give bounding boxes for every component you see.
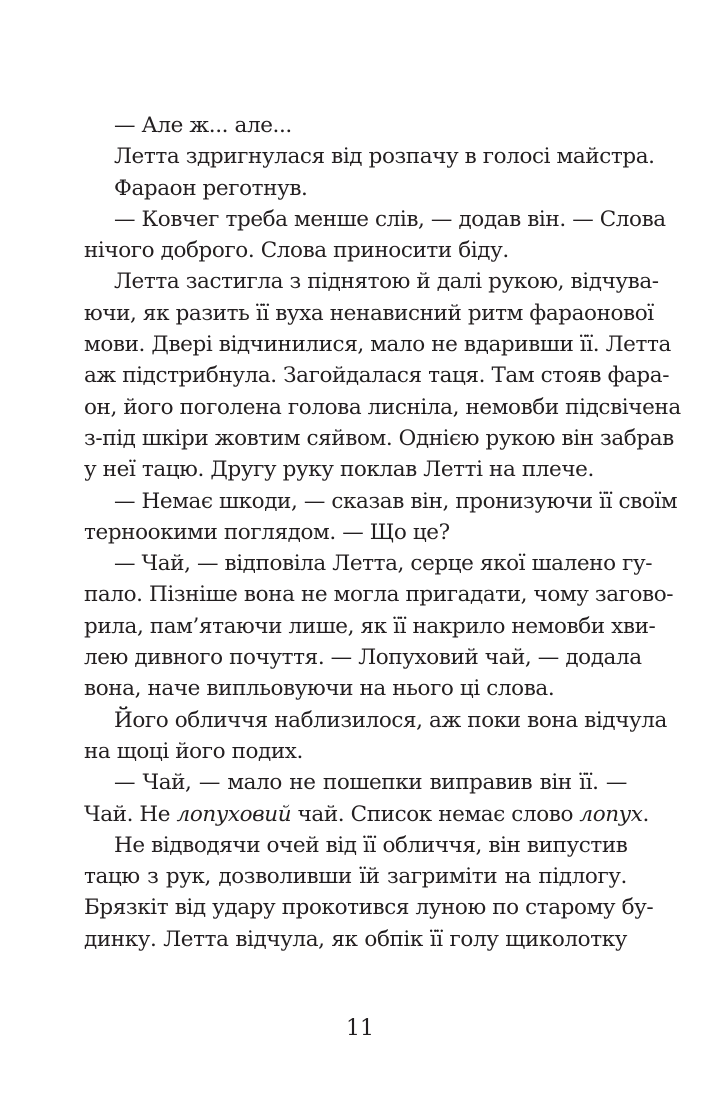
text-line: пало. Пізніше вона не могла пригадати, чому загово- (84, 582, 674, 608)
text-line: Брязкіт від удару прокотився луною по старому бу- (84, 895, 654, 921)
text-line: нічого доброго. Слова приносити біду. (84, 238, 509, 264)
text-line: — Чай, — мало не пошепки виправив він її. — (114, 770, 627, 796)
text-line: динку. Летта відчула, як обпік її голу щиколотку (84, 926, 627, 952)
text-line: мови. Двері відчинилися, мало не вдаривши її. Летта (84, 332, 671, 358)
text-segment: чай. Список немає слово (291, 801, 580, 827)
text-line: — Ковчег треба менше слів, — додав він. — Слова (114, 206, 666, 232)
text-line: Летта застигла з піднятою й далі рукою, відчува- (114, 269, 659, 295)
text-line: — Чай, — відповіла Летта, серце якої шалено гу- (114, 551, 653, 577)
text-line: вона, наче випльовуючи на нього ці слова. (84, 676, 555, 702)
text-line: рила, пам’ятаючи лише, як її накрило немовби хви- (84, 613, 656, 639)
italic-word: лопуховий (176, 801, 292, 827)
text-line: — Але ж... але... (114, 113, 292, 138)
page-number: 11 (346, 1016, 374, 1041)
italic-word: лопух (579, 801, 643, 827)
text-segment: Чай. Не (84, 801, 177, 827)
text-line: лею дивного почуття. — Лопуховий чай, — додала (84, 645, 642, 671)
text-line: Летта здригнулася від розпачу в голосі майстра. (114, 144, 655, 170)
text-line: на щоці його подих. (84, 738, 303, 764)
text-line: — Немає шкоди, — сказав він, пронизуючи її своїм (114, 488, 678, 514)
text-line: аж підстрибнула. Загойдалася таця. Там стояв фара- (84, 363, 670, 389)
text-line: тацю з рук, дозволивши їй загриміти на підлогу. (84, 864, 627, 890)
text-line: он, його поголена голова лисніла, немовби підсвічена (84, 394, 681, 420)
text-line (84, 799, 649, 830)
text-line: терноокими поглядом. — Що це? (84, 519, 450, 545)
text-segment: . (642, 801, 649, 827)
text-line: Його обличчя наблизилося, аж поки вона відчула (114, 707, 667, 733)
body-text (84, 110, 681, 955)
text-line: з-під шкіри жовтим сяйвом. Однією рукою він забрав (84, 425, 674, 451)
text-line: у неї тацю. Другу руку поклав Летті на плече. (84, 457, 594, 483)
text-line: ючи, як разить її вуха ненависний ритм фараонової (84, 300, 654, 326)
text-line: Фараон реготнув. (114, 175, 308, 201)
text-line: Не відводячи очей від її обличчя, він випустив (114, 832, 628, 858)
